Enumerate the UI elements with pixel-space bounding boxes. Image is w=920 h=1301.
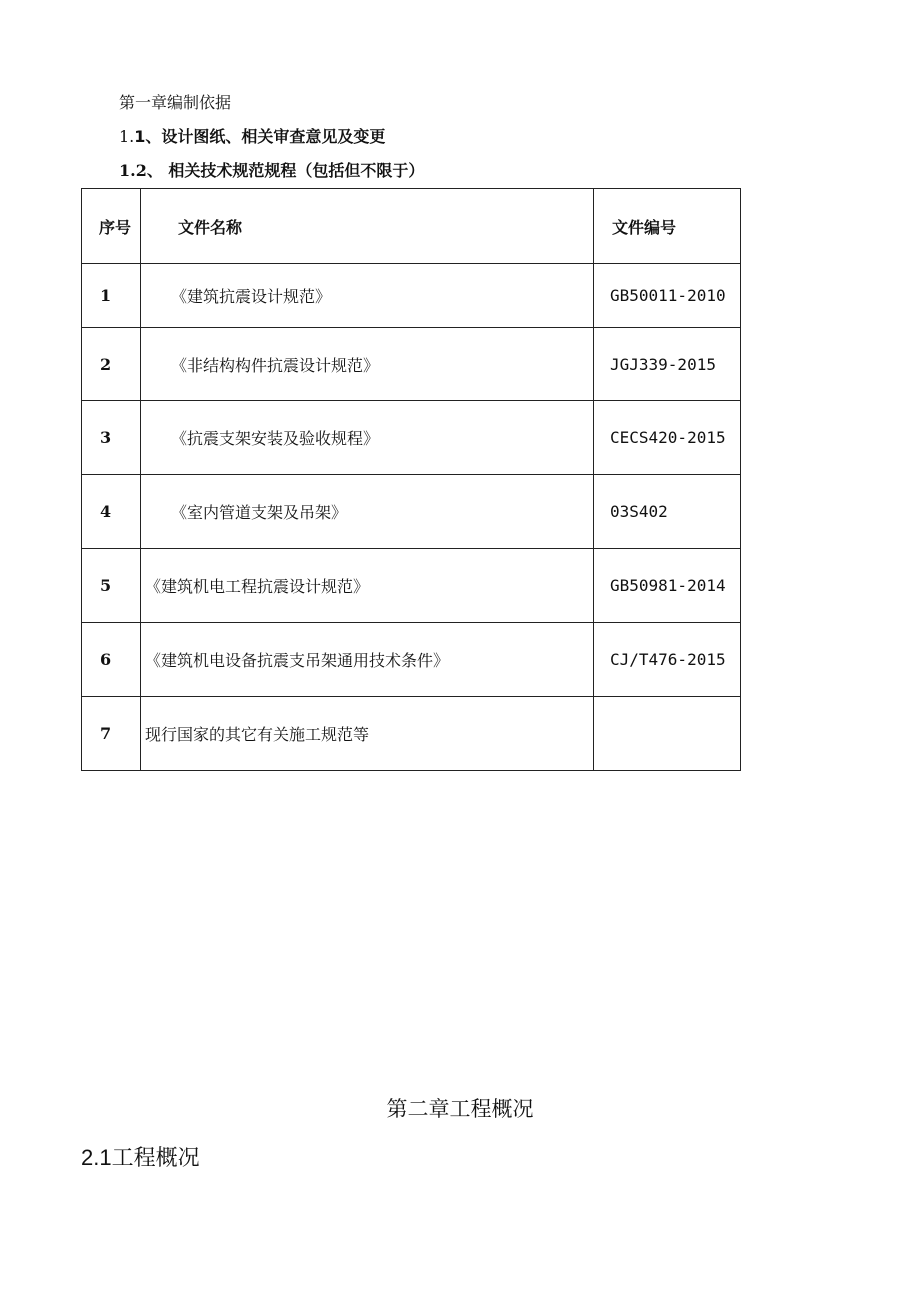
header-name: 文件名称 (141, 189, 594, 264)
section-2-1-number: 2.1 (81, 1145, 112, 1170)
section-2-1-heading (81, 1141, 200, 1172)
row-code (594, 697, 741, 771)
row-code: CECS420-2015 (594, 401, 741, 475)
table-row (82, 475, 741, 549)
row-seq: 6 (82, 623, 141, 697)
section-1-2-heading (119, 158, 424, 181)
row-code: 03S402 (594, 475, 741, 549)
table-row (82, 401, 741, 475)
row-name: 现行国家的其它有关施工规范等 (141, 697, 594, 771)
row-seq: 7 (82, 697, 141, 771)
section-1-1-number: 1. (119, 127, 135, 146)
row-name: 《建筑机电设备抗震支吊架通用技术条件》 (141, 623, 594, 697)
header-code: 文件编号 (594, 189, 741, 264)
row-code: CJ/T476-2015 (594, 623, 741, 697)
table-row (82, 264, 741, 328)
row-seq: 3 (82, 401, 141, 475)
row-seq: 4 (82, 475, 141, 549)
row-name: 《建筑机电工程抗震设计规范》 (141, 549, 594, 623)
table-row (82, 623, 741, 697)
row-seq: 2 (82, 328, 141, 401)
table-row (82, 697, 741, 771)
row-code: GB50981-2014 (594, 549, 741, 623)
row-code: JGJ339-2015 (594, 328, 741, 401)
row-seq: 1 (82, 264, 141, 328)
header-seq: 序号 (82, 189, 141, 264)
chapter-1-title: 第一章编制依据 (119, 93, 232, 112)
row-name: 《室内管道支架及吊架》 (141, 475, 594, 549)
row-name: 《建筑抗震设计规范》 (141, 264, 594, 328)
table-row (82, 549, 741, 623)
section-1-1-heading (119, 124, 385, 147)
section-2-1-text: 工程概况 (111, 1146, 200, 1171)
row-name: 《非结构构件抗震设计规范》 (141, 328, 594, 401)
table-row (82, 328, 741, 401)
row-code: GB50011-2010 (594, 264, 741, 328)
table-header-row (82, 189, 741, 264)
section-1-2-text: 相关技术规范规程（包括但不限于） (162, 161, 425, 180)
row-seq: 5 (82, 549, 141, 623)
chapter-2-title: 第二章工程概况 (386, 1097, 534, 1121)
section-1-2-number: 1.2、 (119, 161, 163, 180)
row-name: 《抗震支架安装及验收规程》 (141, 401, 594, 475)
section-1-1-text: 1、设计图纸、相关审查意见及变更 (134, 127, 386, 146)
standards-table (81, 188, 741, 771)
